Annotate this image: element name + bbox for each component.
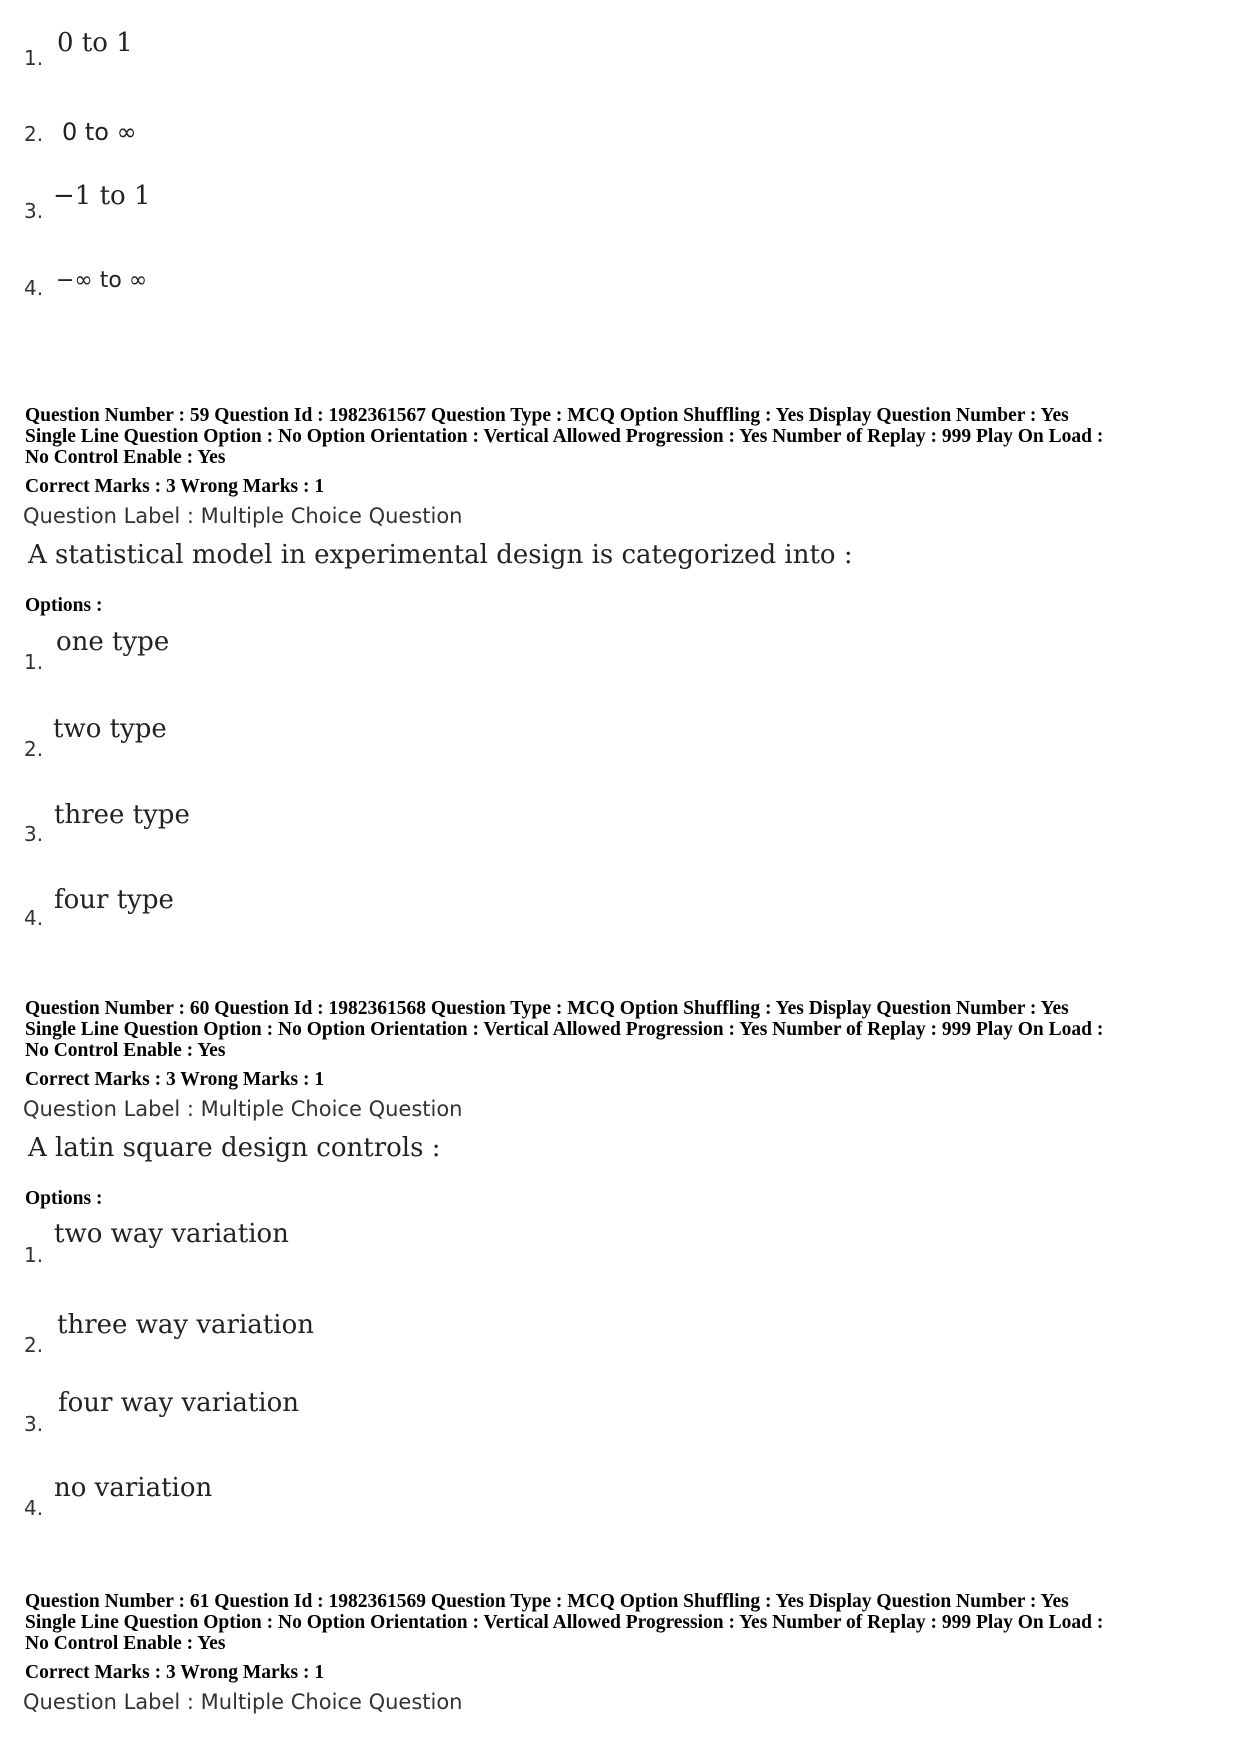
options-label: Options : [25,595,103,616]
option-number: 4. [24,906,44,930]
meta-line: Single Line Question Option : No Option Orientation : Vertical Allowed Progression : Yes Number of Replay : 999 Play On Load : [25,1019,1104,1040]
option-text: four type [54,885,174,915]
option-text: −1 to 1 [53,181,151,211]
marks-line: Correct Marks : 3 Wrong Marks : 1 [25,1662,325,1683]
meta-line: Question Number : 60 Question Id : 1982361568 Question Type : MCQ Option Shuffling : Yes Display Question Number : Yes [25,998,1069,1019]
option-number: 1. [24,46,44,70]
question-text: A latin square design controls : [28,1133,441,1163]
option-text: 0 to ∞ [62,118,137,146]
option-text: no variation [54,1473,213,1503]
options-label: Options : [25,1188,103,1209]
marks-line: Correct Marks : 3 Wrong Marks : 1 [25,1069,325,1090]
option-number: 4. [24,1496,44,1520]
option-text: three way variation [57,1310,314,1340]
option-number: 3. [24,1412,44,1436]
question-label: Question Label : Multiple Choice Question [23,1097,463,1121]
meta-line: No Control Enable : Yes [25,1633,226,1654]
option-number: 2. [24,122,44,146]
option-number: 2. [24,737,44,761]
option-text: −∞ to ∞ [56,268,148,293]
meta-line: Single Line Question Option : No Option Orientation : Vertical Allowed Progression : Yes Number of Replay : 999 Play On Load : [25,426,1104,447]
option-number: 1. [24,650,44,674]
question-meta [25,1591,1225,1654]
marks-line: Correct Marks : 3 Wrong Marks : 1 [25,476,325,497]
meta-line: Question Number : 59 Question Id : 1982361567 Question Type : MCQ Option Shuffling : Yes Display Question Number : Yes [25,405,1069,426]
option-text: two type [53,714,167,744]
meta-line: No Control Enable : Yes [25,1040,226,1061]
option-text: two way variation [54,1219,289,1249]
question-label: Question Label : Multiple Choice Question [23,504,463,528]
option-number: 4. [24,276,44,300]
meta-line: Question Number : 61 Question Id : 1982361569 Question Type : MCQ Option Shuffling : Yes Display Question Number : Yes [25,1591,1069,1612]
option-number: 3. [24,822,44,846]
option-number: 2. [24,1333,44,1357]
meta-line: No Control Enable : Yes [25,447,226,468]
option-number: 1. [24,1243,44,1267]
meta-line: Single Line Question Option : No Option Orientation : Vertical Allowed Progression : Yes Number of Replay : 999 Play On Load : [25,1612,1104,1633]
option-text: four way variation [58,1388,300,1418]
question-text: A statistical model in experimental design is categorized into : [28,540,853,570]
option-text: 0 to 1 [57,28,133,58]
option-text: one type [56,627,170,657]
option-text: three type [54,800,190,830]
question-meta [25,998,1225,1061]
option-number: 3. [24,199,44,223]
question-label: Question Label : Multiple Choice Question [23,1690,463,1714]
question-meta [25,405,1225,468]
